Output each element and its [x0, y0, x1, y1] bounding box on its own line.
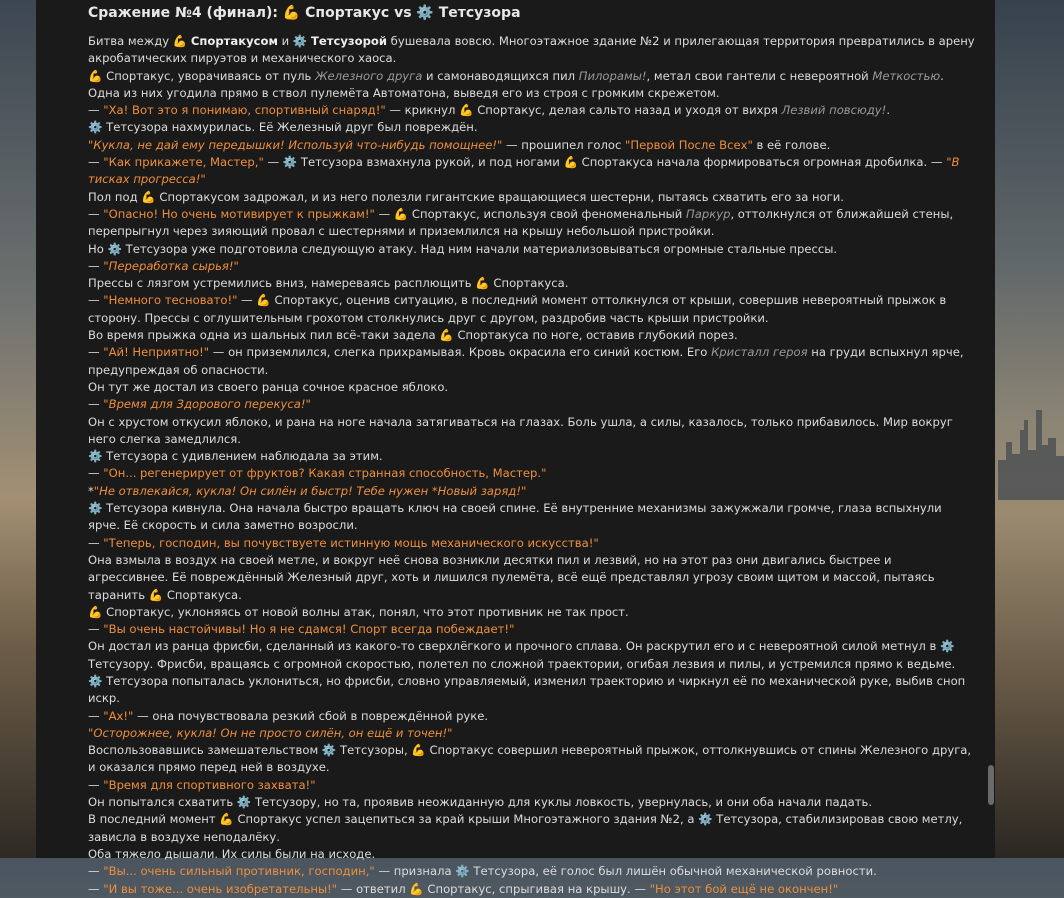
dialogue-italic: "Осторожнее, кукла! Он не просто силён, он ещё и точен!" [88, 725, 453, 740]
dialogue-quote: "Первой После Всех" [625, 137, 753, 152]
text-segment: , оттолкнулся от ближайшей стены, перепрыгнул через зияющий провал с шестернями и приземлился на крышу небольшой пристройки. [88, 206, 954, 239]
text-segment: — прошипел голос [502, 137, 626, 152]
text-segment: , метал свои гантели с невероятной [646, 68, 873, 83]
dialogue-italic: "Не отвлекайся, кукла! Он силён и быстр! Тебе нужен *Новый заряд!" [93, 483, 527, 498]
text-segment: на груди вспыхнул ярче, предупреждая об опасности. [88, 345, 964, 377]
dialogue-quote: "Теперь, господин, вы почувствуете истинную мощь механического искусства!" [103, 535, 599, 550]
text-segment: . [886, 103, 890, 118]
story-paragraph [88, 621, 975, 638]
story-paragraph [88, 742, 975, 777]
text-segment: Оба тяжело дышали. Их силы были на исходе. [88, 846, 376, 861]
text-segment: В последний момент 💪 Спортакус успел зацепиться за край крыши Многоэтажного здания №2, а ⚙️ Тетсузора, стабилизировав свою метлу, зависла в воздухе неподалёку. [88, 812, 963, 844]
text-segment: бушевала вовсю. Многоэтажное здание №2 и прилегающая территория превратились в арену акробатических пируэтов и механического хаоса. [88, 34, 975, 66]
scrollbar-thumb[interactable] [988, 765, 994, 805]
story-paragraph [88, 777, 975, 794]
story-paragraph [88, 396, 975, 413]
text-segment: — [88, 103, 104, 118]
text-segment: Но ⚙️ Тетсузора уже подготовила следующую атаку. Над ним начали материализовываться огромные стальные прессы. [88, 241, 838, 256]
text-segment: и самонаводящихся пил [422, 68, 579, 83]
text-segment: — 💪 Спортакус, оценив ситуацию, в последний момент оттолкнулся от крыши, совершив невероятный прыжок в сторону. Прессы с оглушительным грохотом столкнулись друг с другом, раздробив часть крыши пристройки. [88, 293, 947, 325]
dialogue-quote: "Немного тесновато!" [103, 293, 238, 308]
text-segment: Он с хрустом откусил яблоко, и рана на ноге начала затягиваться на глазах. Боль ушла, а силы, казалось, только прибавилось. Мир вокруг него слегка замедлился. [88, 414, 953, 446]
text-segment: ⚙️ Тетсузора попыталась уклониться, но фрисби, словно управляемый, изменил траекторию и чиркнул её по механической руке, выбив сноп искр. [88, 673, 966, 706]
story-paragraph [88, 846, 975, 863]
skill-name: Паркур [686, 206, 731, 221]
text-segment: — 💪 Спортакус, используя свой феноменальный [374, 206, 687, 221]
story-paragraph [88, 206, 975, 241]
story-paragraph [88, 275, 975, 292]
text-segment: — [88, 881, 104, 896]
story-paragraph [88, 465, 975, 482]
story-paragraph [88, 33, 975, 68]
text-segment: — [88, 258, 104, 273]
skill-name: Железного друга [315, 68, 423, 83]
text-segment: ⚙️ Тетсузора кивнула. Она начала быстро вращать ключ на своей спине. Её внутренние механизмы зажужжали громче, глаза вспыхнули ярче. Её скорость и сила заметно возросли. [88, 501, 942, 533]
dialogue-quote: "Опасно! Но очень мотивирует к прыжкам!" [103, 206, 375, 221]
story-paragraph [88, 863, 975, 880]
text-segment: — [88, 622, 104, 637]
story-paragraph [88, 292, 975, 327]
story-paragraph [88, 794, 975, 811]
story-paragraph [88, 344, 975, 379]
text-segment: — признала ⚙️ Тетсузора, её голос был лишён обычной механической ровности. [374, 864, 877, 879]
story-paragraph [88, 448, 975, 465]
name-bold: Тетсузорой [310, 34, 387, 48]
text-segment: — он приземлился, слегка прихрамывая. Кровь окрасила его синий костюм. Его [209, 345, 712, 360]
text-segment: 💪 Спортакус, уклоняясь от новой волны атак, понял, что этот противник не так прост. [88, 604, 629, 619]
story-paragraph [88, 68, 975, 103]
text-segment: в её голове. [752, 137, 831, 152]
text-segment: — крикнул 💪 Спортакус, делая сальто назад и уходя от вихря [385, 103, 782, 118]
text-segment: — [88, 777, 104, 792]
story-paragraph [88, 379, 975, 396]
text-segment: 💪 Спортакус, уворачиваясь от пуль [88, 68, 316, 83]
text-segment: . Одна из них угодила прямо в ствол пулемёта Автоматона, выведя его из строя с громким скрежетом. [88, 68, 944, 100]
battle-title: Сражение №4 (финал): 💪 Спортакус vs ⚙️ Тетсузора [88, 5, 521, 21]
text-segment: и ⚙️ [277, 34, 311, 48]
skill-name: Лезвий повсюду! [781, 103, 887, 118]
story-paragraph [88, 604, 975, 621]
story-paragraph [88, 119, 975, 136]
text-segment: — [88, 535, 104, 550]
story-paragraph [88, 154, 975, 189]
dialogue-quote: "Но этот бой ещё не окончен!" [649, 881, 839, 896]
story-paragraph [88, 725, 975, 742]
text-segment: — [88, 708, 104, 723]
text-segment: — [88, 293, 104, 308]
text-segment: — [88, 397, 104, 412]
text-segment: ⚙️ Тетсузора с удивлением наблюдала за этим. [88, 449, 383, 464]
text-segment: — [88, 206, 104, 221]
text-segment: * [88, 483, 94, 498]
dialogue-italic: "В тисках прогресса!" [88, 155, 960, 187]
dialogue-quote: "Он... регенерирует от фруктов? Какая странная способность, Мастер." [103, 466, 547, 481]
text-segment: — [88, 864, 104, 879]
dialogue-quote: "Ха! Вот это я понимаю, спортивный снаряд!" [103, 103, 386, 118]
story-paragraph [88, 258, 975, 275]
story-paragraph [88, 673, 975, 708]
story-paragraph [88, 811, 975, 846]
story-paragraph [88, 327, 975, 344]
story-paragraph [88, 102, 975, 119]
dialogue-italic: "Время для Здорового перекуса!" [103, 397, 311, 412]
dialogue-quote: "Как прикажете, Мастер," [103, 155, 264, 170]
text-segment: ⚙️ Тетсузора нахмурилась. Её Железный друг был повреждён. [88, 120, 478, 135]
story-paragraph [88, 552, 975, 604]
scrollbar-track[interactable] [986, 0, 995, 858]
text-segment: Пол под 💪 Спортакусом задрожал, и из него полезли гигантские вращающиеся шестерни, пытаясь схватить его за ноги. [88, 189, 844, 204]
text-segment: Он попытался схватить ⚙️ Тетсузору, но та, проявив неожиданную для куклы ловкость, увернулась, и они оба начали падать. [88, 795, 873, 810]
text-segment: Воспользовавшись замешательством ⚙️ Тетсузоры, 💪 Спортакус совершил невероятный прыжок, оттолкнувшись от спины Железного друга, и оказался прямо перед ней в воздухе. [88, 743, 972, 775]
text-segment: Во время прыжка одна из шальных пил всё-таки задела 💪 Спортакуса по ноге, оставив глубокий порез. [88, 328, 738, 343]
skill-name: Кристалл героя [711, 345, 808, 360]
story-paragraph [88, 881, 975, 898]
text-segment: Он достал из ранца фрисби, сделанный из какого-то сверхлёгкого и прочного сплава. Он раскрутил его и с невероятной силой метнул в ⚙️ Тетсузору. Фрисби, вращаясь с огромной скоростью, полетел по сложной траектории, огибая лезвия и пилы, и устремился прямо к ведьме. [88, 639, 956, 671]
story-content [88, 33, 975, 898]
dialogue-quote: "Ай! Неприятно!" [103, 345, 210, 360]
story-paragraph [88, 241, 975, 258]
skill-name: Меткостью [872, 68, 941, 83]
text-segment: — [88, 155, 104, 170]
text-segment: — ответил 💪 Спортакус, спрыгивая на крышу. — [337, 881, 650, 896]
story-paragraph [88, 414, 975, 449]
story-paragraph [88, 638, 975, 673]
dialogue-quote: "И вы тоже... очень изобретательны!" [103, 881, 338, 896]
story-paragraph [88, 483, 975, 500]
text-segment: — [88, 466, 104, 481]
text-segment: — [88, 345, 104, 360]
text-segment: Она взмыла в воздух на своей метле, и вокруг неё снова возникли десятки пил и лезвий, но на этот раз они двигались быстрее и агрессивнее. Её повреждённый Железный друг, хоть и лишился пулемёта, всё ещё представлял угрозу своим щитом и массой, пытаясь таранить 💪 Спортакуса. [88, 552, 935, 602]
story-paragraph [88, 137, 975, 154]
text-segment: Прессы с лязгом устремились вниз, намереваясь расплющить 💪 Спортакуса. [88, 276, 569, 291]
text-segment: — она почувствовала резкий сбой в повреждённой руке. [133, 708, 489, 723]
dialogue-quote: "Ах!" [103, 708, 134, 723]
city-silhouette [998, 390, 1064, 500]
dialogue-quote: "Вы... очень сильный противник, господин," [103, 864, 375, 879]
dialogue-quote: "Время для спортивного захвата!" [103, 777, 316, 792]
dialogue-italic: "Кукла, не дай ему передышки! Используй что-нибудь помощнее!" [88, 137, 503, 152]
story-paragraph [88, 708, 975, 725]
dialogue-quote: "Вы очень настойчивы! Но я не сдамся! Спорт всегда побеждает!" [103, 622, 515, 637]
story-paragraph [88, 189, 975, 206]
story-paragraph [88, 500, 975, 535]
background-left [0, 0, 36, 858]
skill-name: Пилорамы! [578, 68, 647, 83]
dialogue-italic: "Переработка сырья!" [103, 258, 239, 273]
text-segment: — ⚙️ Тетсузора взмахнула рукой, и под ногами 💪 Спортакуса начала формироваться огромная дробилка. — [263, 155, 947, 170]
text-segment: Битва между 💪 [88, 34, 191, 48]
name-bold: Спортакусом [190, 34, 278, 48]
story-paragraph [88, 535, 975, 552]
text-segment: Он тут же достал из своего ранца сочное красное яблоко. [88, 379, 449, 394]
story-panel [36, 0, 995, 896]
